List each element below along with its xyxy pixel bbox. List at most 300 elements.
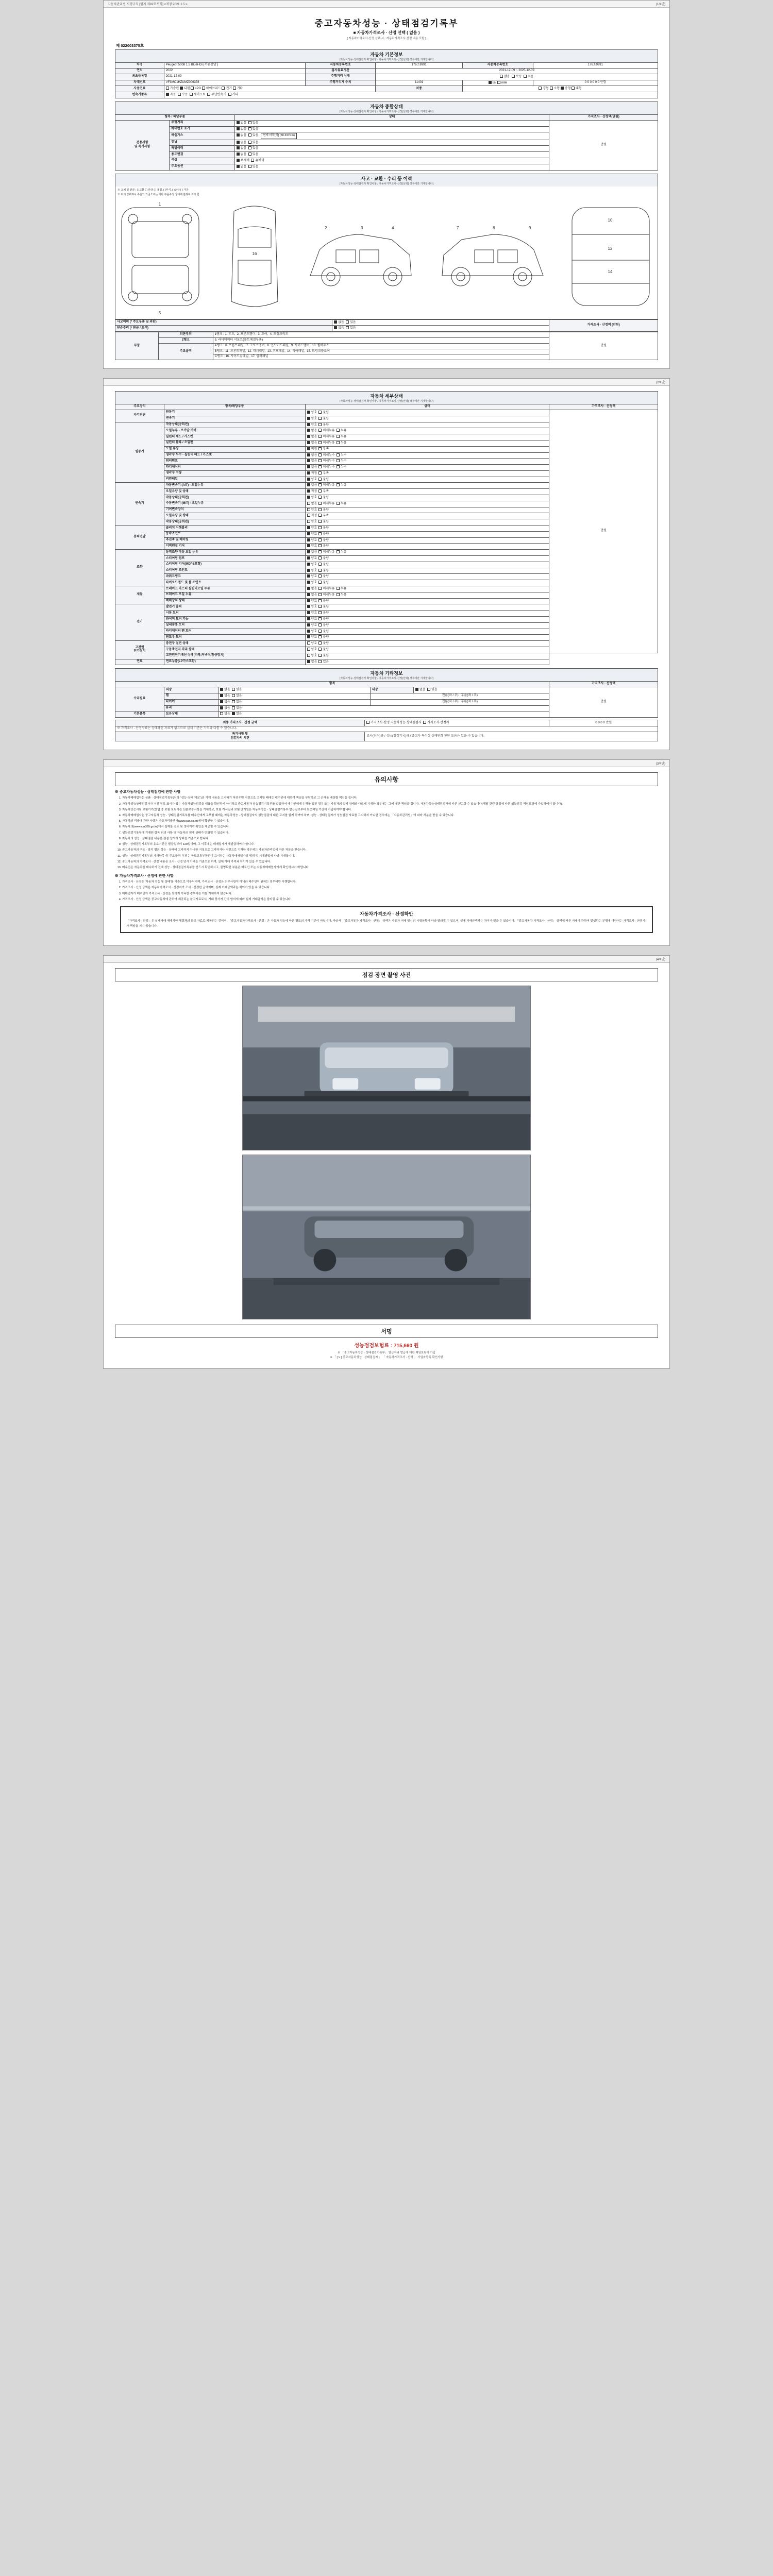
detail-state-steerjoint[interactable]: 양호 불량 <box>305 568 549 574</box>
radiator-none-checkbox[interactable] <box>307 465 310 468</box>
mtoil-ok-checkbox[interactable] <box>307 514 310 517</box>
options-none-checkbox[interactable] <box>237 165 240 168</box>
glass-exists-checkbox[interactable] <box>232 706 235 709</box>
psleak-micro-checkbox[interactable] <box>318 550 322 553</box>
detail-state-engine-diag[interactable]: 양호 불량 <box>305 410 549 416</box>
atoil-low-checkbox[interactable] <box>318 489 322 493</box>
car-diagram-side-right <box>436 198 549 317</box>
oillevel-low-checkbox[interactable] <box>318 447 322 450</box>
notice-item: 12. 중고자동차의 가격조사 · 산정 내용은 조사 · 산정 당시 가격을 기준으로 하며, 실제 거래 가격과 차이가 있을 수 있습니다. <box>122 860 658 865</box>
steerpump-good-checkbox[interactable] <box>307 556 310 560</box>
class-small-checkbox[interactable] <box>550 87 553 90</box>
coolanthead-micro-checkbox[interactable] <box>318 453 322 456</box>
tire-front-label: 전륜(좌 / 우) <box>442 700 459 704</box>
atoil-ok-checkbox[interactable] <box>307 489 310 493</box>
detail-state-mt-leak[interactable]: 없음 미세누유 누유 <box>305 501 549 507</box>
interior-none-checkbox[interactable] <box>415 688 418 691</box>
transmission-cvt-label: 무단변속기 <box>211 93 227 97</box>
outer-panel-rank2-label: 2랭크 <box>159 337 213 343</box>
waterpump-leak-checkbox[interactable] <box>337 459 340 462</box>
appraiser-inspector-checkbox[interactable] <box>366 721 369 724</box>
battiso-bad-checkbox[interactable] <box>318 648 322 651</box>
other-item-tire: 타이어 <box>164 699 218 705</box>
trans-diag-good-checkbox[interactable] <box>307 417 310 420</box>
color-achromatic-label: 무채색 <box>240 159 250 162</box>
transmission-checks[interactable] <box>164 92 658 98</box>
atidle-good-checkbox[interactable] <box>307 496 310 499</box>
label-first-registration: 최초등록일 <box>115 74 164 80</box>
appraiser-inspector-label: 가격조사·산정 자동차성능·상태점검자 <box>371 721 422 725</box>
detail-state-coolant-level[interactable]: 적정 부족 <box>305 470 549 477</box>
psleak-leak-checkbox[interactable] <box>337 550 340 553</box>
detail-state-tierod[interactable]: 양호 불량 <box>305 580 549 586</box>
detail-state-coolant-head[interactable]: 없음 미세누수 누수 <box>305 452 549 459</box>
fuel-checks[interactable] <box>164 86 376 92</box>
at-micro-checkbox[interactable] <box>318 483 322 486</box>
vin-exists-checkbox[interactable] <box>248 127 251 130</box>
hvwire-bad-checkbox[interactable] <box>318 654 322 657</box>
other-header-price: 가격조사 · 산정액 <box>549 682 658 687</box>
radiator-leak-checkbox[interactable] <box>337 465 340 468</box>
mileage-km-checkbox[interactable] <box>489 81 492 84</box>
detail-state-commonrail[interactable]: 양호 불량 <box>305 477 549 483</box>
detail-state-wiper[interactable]: 양호 불량 <box>305 617 549 623</box>
svg-text:5: 5 <box>158 310 161 315</box>
tierod-bad-checkbox[interactable] <box>318 581 322 584</box>
accident-diagram-area <box>115 187 658 319</box>
label-mileage: 주행거리계 수치 <box>305 80 376 86</box>
engine-diag-good-checkbox[interactable] <box>307 411 310 414</box>
mastercyl-micro-checkbox[interactable] <box>318 587 322 590</box>
steerjoint-good-checkbox[interactable] <box>307 569 310 572</box>
overall-state-vin[interactable] <box>234 126 549 132</box>
steerpump-bad-checkbox[interactable] <box>318 556 322 560</box>
waterpump-none-checkbox[interactable] <box>307 459 310 462</box>
detail-state-rocker-cover[interactable]: 없음 미세누유 누유 <box>305 428 549 434</box>
document-number: 제 022003375호 <box>116 43 144 48</box>
detail-state-radiator-fan[interactable]: 양호 불량 <box>305 629 549 635</box>
tierod-good-checkbox[interactable] <box>307 581 310 584</box>
svg-text:7: 7 <box>457 225 459 230</box>
block-micro-checkbox[interactable] <box>318 441 322 444</box>
mileage-few-checkbox[interactable] <box>524 75 527 78</box>
detail-state-gearshift[interactable]: 양호 불량 <box>305 507 549 513</box>
fuelleak-exists-checkbox[interactable] <box>318 660 322 663</box>
alternator-bad-checkbox[interactable] <box>318 605 322 608</box>
appraiser-assessor-checkbox[interactable] <box>423 721 426 724</box>
other-state-tire[interactable]: 없음 있음 <box>219 699 371 705</box>
engine-diag-bad-checkbox[interactable] <box>318 411 322 414</box>
color-achromatic-checkbox[interactable] <box>237 159 240 162</box>
powercrank-good-checkbox[interactable] <box>307 574 310 578</box>
usechange-exists-checkbox[interactable] <box>248 152 251 156</box>
detail-item-rocker-cover: 오일누유 - 로커암 커버 <box>164 428 305 434</box>
mt-micro-checkbox[interactable] <box>318 502 322 505</box>
mastercyl-none-checkbox[interactable] <box>307 587 310 590</box>
parts-group-label: 부품 <box>115 332 159 360</box>
exterior-none-checkbox[interactable] <box>220 688 223 691</box>
frame-b-items: B랭크 : 11. 프론트패널, 12. 대쉬패널, 13. 루프패널, 14. 리어패널, 15. 트렁크플로어 <box>213 349 549 354</box>
page-3-topbar <box>104 760 669 767</box>
repair-exists-checkbox[interactable] <box>346 326 349 329</box>
mileage-exists-checkbox[interactable] <box>248 121 251 124</box>
clutch-bad-checkbox[interactable] <box>318 526 322 529</box>
rocker-micro-checkbox[interactable] <box>318 429 322 432</box>
label-fuel: 사용연료 <box>115 86 164 92</box>
wheel-none-checkbox[interactable] <box>220 694 223 697</box>
detail-item-alternator: 발전기 출력 <box>164 604 305 611</box>
label-year: 연식 <box>115 69 164 74</box>
usechange-none-checkbox[interactable] <box>237 152 240 156</box>
simple-repair-label: 단순수리 (* 판금 / 도색) <box>115 326 332 332</box>
class-large-checkbox[interactable] <box>572 87 575 90</box>
detail-item-mt-oil: 오일유량 및 상태 <box>164 513 305 519</box>
waterpump-micro-checkbox[interactable] <box>318 459 322 462</box>
detail-state-charge-insulation[interactable]: 양호 불량 <box>305 641 549 647</box>
interior-exists-checkbox[interactable] <box>427 688 430 691</box>
wiper-bad-checkbox[interactable] <box>318 617 322 620</box>
detail-state-head-gasket[interactable]: 없음 미세누유 누유 <box>305 434 549 440</box>
detail-item-blower: 실내송풍 모터 <box>164 622 305 629</box>
photo-underbody-graphic <box>243 1155 530 1319</box>
steergear-good-checkbox[interactable] <box>307 563 310 566</box>
signature-note-1: ※ 「중고자동차성능 · 상태점검기록부」 발급자와 발급에 대한 책임보험에 가입 <box>338 1351 435 1355</box>
photo-section-title: 점검 장면 촬영 사진 <box>115 968 658 981</box>
at-none-checkbox[interactable] <box>307 483 310 486</box>
detail-item-fuel-leak: 연료누출(LP가스포함) <box>164 659 305 665</box>
detail-group-selfdiag: 자기진단 <box>115 410 164 422</box>
accident-none-label: 없음 <box>338 320 344 324</box>
chargeins-good-checkbox[interactable] <box>307 641 310 645</box>
detail-state-cvjoint[interactable]: 양호 불량 <box>305 531 549 537</box>
outer-panel-rank1-row: 1랭크 : 1. 후드, 2. 프론트휀더, 3. 도어, 4. 트렁크리드 <box>213 332 549 338</box>
notice-item: 13. 매수인은 자동차를 매수하기 전에 성능 · 상태점검기록부를 반드시 확인하시고, 불명확한 부분은 매도인 또는 자동차매매업자에게 확인하시기 바랍니다. <box>122 866 658 870</box>
fuel-electric-label: 전기 <box>226 87 232 91</box>
detail-item-booster: 배력장치 상태 <box>164 598 305 604</box>
atidle-bad-checkbox[interactable] <box>318 496 322 499</box>
detail-state-powersteer-leak[interactable]: 없음 미세누유 누유 <box>305 550 549 556</box>
propshaft-bad-checkbox[interactable] <box>318 538 322 541</box>
commonrail-bad-checkbox[interactable] <box>318 478 322 481</box>
detail-item-hv-wiring: 고전원전기배선 상태(피복,커넥터,잠금장치) <box>164 653 305 659</box>
detail-item-mt-idle: 작동상태(공회전) <box>164 519 305 526</box>
detail-state-fuel-leak[interactable]: 없음 있음 <box>305 659 549 665</box>
simple-repair-state[interactable] <box>332 326 549 332</box>
brakeoil-leak-checkbox[interactable] <box>337 593 340 596</box>
power-badge: 현재 마력[치] (80.337Nm) <box>261 133 297 139</box>
other-state-possession[interactable]: 없음 있음 <box>219 711 549 718</box>
exterior-exists-checkbox[interactable] <box>232 688 235 691</box>
mastercyl-leak-checkbox[interactable] <box>337 587 340 590</box>
detail-state-booster[interactable]: 양호 불량 <box>305 598 549 604</box>
outer-panel-label: 외판부위 <box>159 332 213 338</box>
overall-item-mileage: 주행거리 <box>170 120 234 126</box>
pledge-text: 「가격조사 · 산정」은 실제거래 매매계약 체결과의 참고 자료로 제공되는 것이며, 「중고자동차가격조사 · 산정」은 자동차 성능에 따른 별도의 가격 기준이 아닙니다. 따라서 「중고자동차 가격조사 · 산정」 금액은 자동차 거래 당시의 시장상황에 따라 달라질 수 있으며, 실제 거래금액과는 차이가 있을 수 있습니다. 「중고자동차 가격조사 · 산정」 금액에 따른 거래에 관하여 발생하는 분쟁에 대하여는 가격조사 · 산정자가 책임을 지지 않습니다. <box>126 920 646 928</box>
other-table <box>115 681 658 718</box>
oillevel-ok-checkbox[interactable] <box>307 447 310 450</box>
detail-item-mt-leak: 수동변속기 (M/T) - 오일누유 <box>164 501 305 507</box>
fuel-gasoline-checkbox[interactable] <box>166 87 169 90</box>
booster-good-checkbox[interactable] <box>307 599 310 602</box>
tuning-none-checkbox[interactable] <box>237 141 240 144</box>
emission-none-checkbox[interactable] <box>237 133 240 137</box>
accident-history-state[interactable] <box>332 319 549 326</box>
other-state-glass[interactable]: 없음 있음 <box>219 705 549 711</box>
detail-state-block-oilpan[interactable]: 없음 미세누유 누유 <box>305 440 549 446</box>
label-mileage-state: 주행거리 상태 <box>305 74 376 80</box>
vehicle-class-checks[interactable] <box>462 86 658 92</box>
detail-item-commonrail: 커먼레일 <box>164 477 305 483</box>
detail-state-radiator[interactable]: 없음 미세누수 누수 <box>305 465 549 471</box>
mileage-unit-checks[interactable] <box>462 80 533 86</box>
accident-history-label: 사고이력 (* 주요부품 및 외판) <box>115 319 332 326</box>
detail-state-at-leak[interactable]: 없음 미세누유 누유 <box>305 483 549 489</box>
overall-header-state: 상태 <box>234 115 549 121</box>
overall-state-mileage[interactable] <box>234 120 549 126</box>
trans-diag-bad-checkbox[interactable] <box>318 417 322 420</box>
radfan-bad-checkbox[interactable] <box>318 630 322 633</box>
transmission-auto-checkbox[interactable] <box>166 93 169 96</box>
gearshift-good-checkbox[interactable] <box>307 508 310 511</box>
diffgear-bad-checkbox[interactable] <box>318 544 322 547</box>
fuel-diesel-checkbox[interactable] <box>180 87 183 90</box>
chargeins-bad-checkbox[interactable] <box>318 641 322 645</box>
other-state-interior[interactable]: 없음 있음 <box>414 687 549 693</box>
detail-state-starter[interactable]: 양호 불량 <box>305 611 549 617</box>
final-price-value: 0 0 0 0 만원 <box>549 720 658 726</box>
battiso-good-checkbox[interactable] <box>307 648 310 651</box>
transmission-semiauto-checkbox[interactable] <box>190 93 193 96</box>
wiper-good-checkbox[interactable] <box>307 617 310 620</box>
blower-bad-checkbox[interactable] <box>318 623 322 626</box>
overall-state-options[interactable] <box>234 164 549 170</box>
tire-positions <box>370 699 549 705</box>
detail-item-coolant-level: 냉각수 수량 <box>164 470 305 477</box>
other-state-exterior[interactable]: 없음 있음 <box>219 687 371 693</box>
emission-exists-checkbox[interactable] <box>248 133 251 137</box>
gearshift-bad-checkbox[interactable] <box>318 508 322 511</box>
detail-state-master-cyl[interactable]: 없음 미세누유 누유 <box>305 586 549 592</box>
detail-state-mt-oil[interactable]: 적정 부족 <box>305 513 549 519</box>
detail-state-steerpump[interactable]: 양호 불량 <box>305 556 549 562</box>
pledge-box <box>120 906 653 933</box>
detail-state-at-idle[interactable]: 양호 불량 <box>305 495 549 501</box>
detail-state-at-oil[interactable]: 적정 부족 <box>305 489 549 495</box>
block-leak-checkbox[interactable] <box>337 441 340 444</box>
tire-exists-checkbox[interactable] <box>232 700 235 703</box>
headgasket-leak-checkbox[interactable] <box>337 435 340 438</box>
class-medium-checkbox[interactable] <box>561 87 564 90</box>
glass-none-checkbox[interactable] <box>220 706 223 709</box>
detail-state-idle[interactable]: 양호 불량 <box>305 422 549 428</box>
detail-state-diffgear[interactable]: 양호 불량 <box>305 544 549 550</box>
label-vehicle-class: 차종 <box>376 86 462 92</box>
steerjoint-bad-checkbox[interactable] <box>318 569 322 572</box>
detail-header-item: 항목/해당부품 <box>164 404 305 410</box>
mileage-normal-checkbox[interactable] <box>512 75 515 78</box>
detail-state-hv-wiring[interactable]: 양호 불량 <box>305 653 549 659</box>
fuel-other-checkbox[interactable] <box>233 87 236 90</box>
coolanthead-leak-checkbox[interactable] <box>337 453 340 456</box>
clutch-good-checkbox[interactable] <box>307 526 310 529</box>
detail-state-window-motor[interactable]: 양호 불량 <box>305 635 549 641</box>
page-2 <box>103 378 670 750</box>
powercrank-bad-checkbox[interactable] <box>318 574 322 578</box>
psleak-none-checkbox[interactable] <box>307 550 310 553</box>
brakeoil-none-checkbox[interactable] <box>307 593 310 596</box>
other-state-wheel[interactable]: 없음 있음 <box>219 693 371 699</box>
booster-bad-checkbox[interactable] <box>318 599 322 602</box>
hvwire-good-checkbox[interactable] <box>307 654 310 657</box>
detail-title: 자동차 세부상태 <box>370 394 403 399</box>
overall-state-color[interactable] <box>234 158 549 164</box>
detail-state-blower[interactable]: 양호 불량 <box>305 622 549 629</box>
detail-state-brake-oil[interactable]: 없음 미세누유 누유 <box>305 592 549 598</box>
overall-state-usechange[interactable] <box>234 152 549 158</box>
commonrail-good-checkbox[interactable] <box>307 478 310 481</box>
mileage-none-checkbox[interactable] <box>237 121 240 124</box>
radfan-good-checkbox[interactable] <box>307 630 310 633</box>
options-exists-checkbox[interactable] <box>248 165 251 168</box>
special-exists-checkbox[interactable] <box>248 146 251 149</box>
idle-good-checkbox[interactable] <box>307 423 310 426</box>
detail-item-at-idle: 작동상태(공회전) <box>164 495 305 501</box>
steergear-bad-checkbox[interactable] <box>318 563 322 566</box>
brakeoil-micro-checkbox[interactable] <box>318 593 322 596</box>
mileage-normal-label: 보통 <box>515 75 522 78</box>
propshaft-good-checkbox[interactable] <box>307 538 310 541</box>
mtidle-bad-checkbox[interactable] <box>318 520 322 523</box>
detail-state-battery-isolation[interactable]: 양호 불량 <box>305 647 549 653</box>
detail-item-propshaft: 추진축 및 베어링 <box>164 537 305 544</box>
starter-good-checkbox[interactable] <box>307 611 310 614</box>
accident-none-checkbox[interactable] <box>334 320 337 324</box>
possession-exists-checkbox[interactable] <box>232 712 235 715</box>
detail-state-waterpump[interactable]: 없음 미세누수 누수 <box>305 459 549 465</box>
coolantlevel-ok-checkbox[interactable] <box>307 471 310 474</box>
special-none-checkbox[interactable] <box>237 146 240 149</box>
mt-leak-checkbox[interactable] <box>337 502 340 505</box>
mileage-none-label: 없음 <box>240 121 247 125</box>
block-none-checkbox[interactable] <box>307 441 310 444</box>
options-exists-label: 있음 <box>252 165 259 168</box>
detail-state-steergear[interactable]: 양호 불량 <box>305 562 549 568</box>
starter-bad-checkbox[interactable] <box>318 611 322 614</box>
headgasket-micro-checkbox[interactable] <box>318 435 322 438</box>
idle-bad-checkbox[interactable] <box>318 423 322 426</box>
repair-none-checkbox[interactable] <box>334 326 337 329</box>
notice-item: 4. 자동차매매업자는 중고자동차 성능 · 상태점검기록부를 매수인에게 교부할 때에는 자동차성능 · 상태점검자의 성능점검에 대한 고지를 함께 하여야 하며, 성능 · 상태점검자가 성능점검 자료를 고지하지 아니한 경우에는 「자동차관리법」에 따라 처분을 받을 수 있습니다. <box>122 814 658 818</box>
tuning-exists-checkbox[interactable] <box>248 141 251 144</box>
class-light-checkbox[interactable] <box>539 87 542 90</box>
rocker-leak-checkbox[interactable] <box>337 429 340 432</box>
page-3 <box>103 759 670 946</box>
wheel-exists-checkbox[interactable] <box>232 694 235 697</box>
detail-state-alternator[interactable]: 양호 불량 <box>305 604 549 611</box>
detail-state-trans-diag[interactable]: 양호 불량 <box>305 416 549 422</box>
detail-state-propshaft[interactable]: 양호 불량 <box>305 537 549 544</box>
detail-group-brake: 제동 <box>115 586 164 604</box>
fuel-lpg-label: LPG <box>195 87 201 91</box>
detail-state-mt-idle[interactable]: 양호 불량 <box>305 519 549 526</box>
detail-item-battery-isolation: 구동축전지 격리 상태 <box>164 647 305 653</box>
svg-text:2: 2 <box>325 225 327 230</box>
transmission-cvt-checkbox[interactable] <box>207 93 210 96</box>
blower-good-checkbox[interactable] <box>307 623 310 626</box>
other-group-basic-items: 기본품목 <box>115 711 164 718</box>
document-subnote: [ 자동차가격조사·산정 선택 시 : 자동차가격조사·산정 내용 포함 ] <box>347 37 426 40</box>
rocker-none-checkbox[interactable] <box>307 429 310 432</box>
other-item-interior: 내장 <box>370 687 413 693</box>
overall-state-emission[interactable] <box>234 132 549 140</box>
insurance-fee-value: 715,660 원 <box>393 1343 419 1349</box>
headgasket-none-checkbox[interactable] <box>307 435 310 438</box>
basic-info-title: 자동차 기본정보 <box>370 52 403 58</box>
detail-header-group: 주요장치 <box>115 404 164 410</box>
page-4-topbar <box>104 956 669 963</box>
detail-item-powercrank: 파워크랭크 <box>164 574 305 580</box>
tire-none-checkbox[interactable] <box>220 700 223 703</box>
fuel-lpg-checkbox[interactable] <box>191 87 194 90</box>
cvjoint-good-checkbox[interactable] <box>307 532 310 535</box>
color-chromatic-checkbox[interactable] <box>251 159 254 162</box>
label-inspection-valid: 검사유효기간 <box>305 69 376 74</box>
cvjoint-bad-checkbox[interactable] <box>318 532 322 535</box>
overall-state-tuning[interactable] <box>234 140 549 146</box>
svg-text:1: 1 <box>158 201 161 207</box>
inspection-photo-underbody <box>242 1155 531 1319</box>
notice-item: 11. 성능 · 상태점검기록부의 기재항목 중 '주요골격' 부위는 국토교통부장관이 고시하는 자동차매매업자의 범위 및 기재방법에 따라 기재합니다. <box>122 854 658 859</box>
alternator-good-checkbox[interactable] <box>307 605 310 608</box>
mileage-mile-checkbox[interactable] <box>497 81 500 84</box>
page-1 <box>103 0 670 369</box>
detail-item-tierod: 타이로드엔드 및 볼 조인트 <box>164 580 305 586</box>
overall-table <box>115 114 658 171</box>
detail-state-powercrank[interactable]: 양호 불량 <box>305 574 549 580</box>
overall-state-special[interactable] <box>234 146 549 152</box>
transmission-manual-checkbox[interactable] <box>178 93 181 96</box>
coolantlevel-low-checkbox[interactable] <box>318 471 322 474</box>
at-leak-checkbox[interactable] <box>337 483 340 486</box>
accident-exists-checkbox[interactable] <box>346 320 349 324</box>
fuel-electric-checkbox[interactable] <box>222 87 225 90</box>
fuelleak-none-checkbox[interactable] <box>307 660 310 663</box>
windowmotor-good-checkbox[interactable] <box>307 635 310 638</box>
value-inspection-valid: 2021-12-09 ~ 2025-12-09 <box>376 69 658 74</box>
possession-none-checkbox[interactable] <box>220 712 223 715</box>
mileage-state-checks[interactable] <box>376 74 658 80</box>
transmission-other-checkbox[interactable] <box>228 93 231 96</box>
windowmotor-bad-checkbox[interactable] <box>318 635 322 638</box>
diffgear-good-checkbox[interactable] <box>307 544 310 547</box>
coolanthead-none-checkbox[interactable] <box>307 453 310 456</box>
detail-state-oil-level[interactable]: 적정 부족 <box>305 446 549 452</box>
detail-state-clutch[interactable]: 양호 불량 <box>305 526 549 532</box>
other-note: (자동차성능·상태점검자 확인사항 / 자동차가격조사·산정(선택) 경우에만 기재합니다) <box>339 677 434 681</box>
radiator-micro-checkbox[interactable] <box>318 465 322 468</box>
notice-head-2: ※ 자동차가격조사 · 산정에 관한 사항 <box>115 874 174 878</box>
final-price-options[interactable] <box>365 720 549 726</box>
value-vin: VF3MC1HZUMZ006378 <box>164 80 305 86</box>
mt-none-checkbox[interactable] <box>307 502 310 505</box>
mileage-many-checkbox[interactable] <box>500 75 503 78</box>
vin-none-checkbox[interactable] <box>237 127 240 130</box>
mtoil-low-checkbox[interactable] <box>318 514 322 517</box>
mtidle-good-checkbox[interactable] <box>307 520 310 523</box>
fuel-hybrid-checkbox[interactable] <box>202 87 205 90</box>
overall-note: (자동차성능·상태점검자 확인사항 / 자동차가격조사·산정(선택) 경우에만 기재합니다) <box>339 110 434 114</box>
fuel-diesel-label: 디젤 <box>183 87 190 91</box>
